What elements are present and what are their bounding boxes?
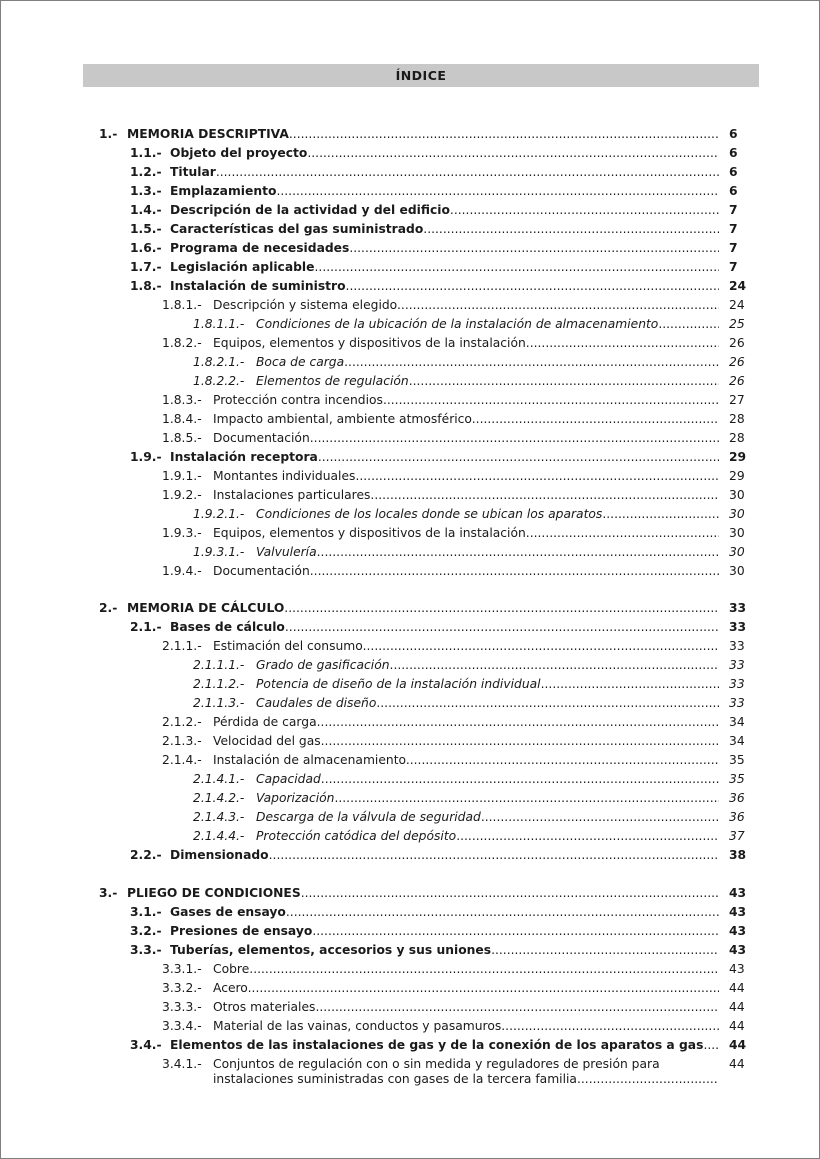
toc-entry[interactable] (1, 163, 819, 182)
toc-entry-title (170, 1036, 719, 1055)
toc-entry-text: Montantes individuales (213, 469, 356, 483)
toc-entry-title (256, 353, 719, 372)
toc-entry-page: 29 (729, 450, 747, 464)
toc-entry[interactable] (1, 524, 819, 543)
toc-entry[interactable] (1, 144, 819, 163)
toc-entry[interactable] (1, 505, 819, 524)
toc-entry[interactable] (1, 429, 819, 448)
toc-entry-text: Condiciones de los locales donde se ubican los aparatos (256, 507, 603, 521)
toc-entry-page: 35 (729, 772, 745, 786)
toc-entry-title (256, 808, 719, 827)
toc-entry-title (170, 163, 719, 182)
toc-entry-page: 44 (729, 1038, 747, 1052)
toc-entry-text: Material de las vainas, conductos y pasamuros (213, 1019, 502, 1033)
toc-entry[interactable] (1, 656, 819, 675)
toc-entry-page: 26 (729, 336, 745, 350)
toc-entry-title (256, 789, 719, 808)
toc-entry-number: 1.9.4.- (162, 564, 202, 578)
toc-entry-page: 30 (729, 545, 745, 559)
toc-entry-text: Bases de cálculo (170, 620, 285, 634)
toc-entry-page: 25 (729, 317, 745, 331)
toc-entry-text: Condiciones de la ubicación de la instalación de almacenamiento (256, 317, 659, 331)
toc-entry-title (213, 467, 719, 486)
toc-entry[interactable] (1, 808, 819, 827)
toc-entry-page: 43 (729, 962, 745, 976)
toc-entry-page: 34 (729, 734, 745, 748)
toc-entry-page: 33 (729, 620, 747, 634)
toc-entry-text: Instalación de suministro (170, 279, 346, 293)
toc-entry-title (170, 182, 719, 201)
toc-entry-page: 44 (729, 981, 745, 995)
toc-entry-page: 7 (729, 222, 738, 236)
toc-entry-number: 3.3.1.- (162, 962, 202, 976)
toc-entry-number: 2.1.4.4.- (193, 829, 245, 843)
toc-entry-title (256, 675, 719, 694)
toc-entry[interactable] (1, 410, 819, 429)
toc-entry-page: 30 (729, 526, 745, 540)
toc-entry-page: 33 (729, 696, 745, 710)
toc-entry-number: 3.3.- (130, 943, 162, 957)
toc-entry-text: Protección catódica del depósito (256, 829, 457, 843)
toc-entry-number: 1.- (99, 127, 118, 141)
toc-entry-title (170, 201, 719, 220)
toc-entry[interactable] (1, 277, 819, 296)
toc-entry-title (256, 543, 719, 562)
toc-entry-number: 1.8.5.- (162, 431, 202, 445)
toc-entry-page: 7 (729, 241, 738, 255)
toc-entry-page: 28 (729, 431, 745, 445)
toc-entry[interactable] (1, 960, 819, 979)
toc-entry-page: 30 (729, 488, 745, 502)
toc-entry-text: Instalación de almacenamiento (213, 753, 406, 767)
toc-entry-page: 29 (729, 469, 745, 483)
table-of-contents (1, 1, 819, 1158)
toc-entry-text: Características del gas suministrado (170, 222, 424, 236)
toc-entry-text-line2: instalaciones suministradas con gases de la tercera familia ..... (213, 1070, 718, 1089)
toc-entry-page: 43 (729, 886, 747, 900)
toc-entry-page: 36 (729, 810, 745, 824)
toc-entry[interactable] (1, 713, 819, 732)
toc-entry-text: Equipos, elementos y dispositivos de la instalación (213, 526, 526, 540)
toc-entry[interactable] (1, 543, 819, 562)
toc-entry[interactable] (1, 732, 819, 751)
toc-entry[interactable] (1, 846, 819, 865)
toc-entry-title (256, 694, 719, 713)
toc-entry-page: 43 (729, 943, 747, 957)
toc-entry-title (213, 732, 719, 751)
toc-entry-page: 6 (729, 184, 738, 198)
toc-entry-text: Presiones de ensayo (170, 924, 313, 938)
toc-entry[interactable] (1, 637, 819, 656)
toc-entry-number: 1.9.- (130, 450, 162, 464)
toc-entry-title (213, 486, 719, 505)
toc-entry-number: 1.8.2.2.- (193, 374, 245, 388)
toc-entry-number: 2.1.1.- (162, 639, 202, 653)
toc-entry-text: Grado de gasificación (256, 658, 390, 672)
toc-entry-number: 1.8.1.1.- (193, 317, 245, 331)
toc-entry[interactable] (1, 1017, 819, 1036)
toc-entry-title (170, 922, 719, 941)
toc-entry-number: 2.1.1.3.- (193, 696, 245, 710)
toc-entry-number: 1.4.- (130, 203, 162, 217)
toc-entry-page: 38 (729, 848, 747, 862)
toc-entry[interactable] (1, 770, 819, 789)
toc-entry-page: 30 (729, 564, 745, 578)
toc-entry[interactable] (1, 125, 819, 144)
toc-entry-text: PLIEGO DE CONDICIONES (127, 886, 301, 900)
toc-entry-page: 44 (729, 1057, 745, 1071)
toc-entry[interactable] (1, 182, 819, 201)
toc-entry-title (170, 144, 719, 163)
toc-entry-text: Objeto del proyecto (170, 146, 308, 160)
toc-entry[interactable] (1, 467, 819, 486)
toc-entry-text: Elementos de las instalaciones de gas y de la conexión de los aparatos a gas (170, 1038, 704, 1052)
toc-entry[interactable] (1, 979, 819, 998)
toc-entry-text: Descripción de la actividad y del edificio (170, 203, 450, 217)
toc-entry-title (170, 277, 719, 296)
toc-entry-number: 2.1.1.2.- (193, 677, 245, 691)
toc-entry-page: 7 (729, 203, 738, 217)
toc-entry-page: 30 (729, 507, 745, 521)
toc-entry-text: MEMORIA DE CÁLCULO (127, 601, 285, 615)
toc-entry-text: Instalaciones particulares (213, 488, 371, 502)
toc-entry-number: 1.2.- (130, 165, 162, 179)
toc-entry-number: 3.3.4.- (162, 1019, 202, 1033)
toc-entry-text: Capacidad (256, 772, 321, 786)
toc-entry-text: Pérdida de carga (213, 715, 317, 729)
toc-entry-text: Documentación (213, 564, 310, 578)
toc-entry[interactable] (1, 258, 819, 277)
toc-entry[interactable] (1, 694, 819, 713)
toc-entry[interactable] (1, 922, 819, 941)
toc-entry-number: 3.4.1.- (162, 1057, 202, 1071)
toc-entry-text: Dimensionado (170, 848, 269, 862)
toc-entry[interactable] (1, 751, 819, 770)
toc-entry-title (213, 998, 719, 1017)
toc-entry-title (256, 372, 719, 391)
toc-entry-title (127, 599, 719, 618)
toc-entry-number: 3.3.2.- (162, 981, 202, 995)
toc-entry-text: Descripción y sistema elegido (213, 298, 397, 312)
toc-entry-title (213, 429, 719, 448)
toc-entry-page: 37 (729, 829, 745, 843)
toc-entry-text: Boca de carga (256, 355, 345, 369)
toc-entry[interactable] (1, 903, 819, 922)
toc-entry-text: Cobre (213, 962, 250, 976)
toc-entry-title (256, 315, 719, 334)
toc-entry[interactable] (1, 789, 819, 808)
toc-entry-text: Velocidad del gas (213, 734, 321, 748)
toc-entry-number: 2.1.4.1.- (193, 772, 245, 786)
toc-entry-number: 1.8.- (130, 279, 162, 293)
toc-entry-title (256, 656, 719, 675)
toc-entry-number: 1.9.1.- (162, 469, 202, 483)
toc-entry-page: 35 (729, 753, 745, 767)
toc-entry-title (213, 391, 719, 410)
toc-entry-text: Descarga de la válvula de seguridad (256, 810, 481, 824)
toc-entry-title (213, 334, 719, 353)
toc-entry-number: 1.8.4.- (162, 412, 202, 426)
toc-entry-text: Caudales de diseño (256, 696, 377, 710)
toc-entry-number: 1.9.2.1.- (193, 507, 245, 521)
toc-entry-page: 26 (729, 355, 745, 369)
toc-entry-title (213, 524, 719, 543)
toc-entry-page: 33 (729, 639, 745, 653)
toc-entry-text: Estimación del consumo (213, 639, 363, 653)
toc-entry[interactable] (1, 618, 819, 637)
toc-entry-number: 1.6.- (130, 241, 162, 255)
toc-entry-text: Acero (213, 981, 248, 995)
toc-entry[interactable] (1, 201, 819, 220)
toc-entry[interactable] (1, 998, 819, 1017)
toc-entry-number: 1.9.3.- (162, 526, 202, 540)
toc-entry-title (170, 448, 719, 467)
toc-entry-text: Vaporización (256, 791, 335, 805)
toc-entry[interactable] (1, 391, 819, 410)
toc-entry-text: Impacto ambiental, ambiente atmosférico (213, 412, 472, 426)
toc-entry-page: 43 (729, 924, 747, 938)
toc-entry-title (213, 979, 719, 998)
toc-entry-title (170, 903, 719, 922)
toc-entry-text: Emplazamiento (170, 184, 277, 198)
toc-entry-title (213, 713, 719, 732)
toc-entry-number: 3.1.- (130, 905, 162, 919)
toc-entry-title (170, 220, 719, 239)
toc-entry-number: 1.8.1.- (162, 298, 202, 312)
toc-entry-number: 1.1.- (130, 146, 162, 160)
toc-entry-number: 1.8.3.- (162, 393, 202, 407)
index-title: ÍNDICE (83, 64, 759, 87)
toc-entry-text: Elementos de regulación (256, 374, 409, 388)
toc-entry-number: 2.1.2.- (162, 715, 202, 729)
toc-entry-text: Instalación receptora (170, 450, 318, 464)
toc-entry-page: 24 (729, 298, 745, 312)
toc-entry-text: Tuberías, elementos, accesorios y sus uniones (170, 943, 492, 957)
toc-entry-number: 1.9.2.- (162, 488, 202, 502)
toc-entry-number: 1.7.- (130, 260, 162, 274)
toc-entry-number: 1.8.2.- (162, 336, 202, 350)
toc-entry-number: 2.1.- (130, 620, 162, 634)
toc-entry-page: 6 (729, 146, 738, 160)
toc-entry-number: 3.2.- (130, 924, 162, 938)
toc-entry-number: 3.- (99, 886, 118, 900)
toc-entry-number: 1.8.2.1.- (193, 355, 245, 369)
toc-entry-number: 2.1.3.- (162, 734, 202, 748)
toc-entry-title (170, 618, 719, 637)
toc-entry-number: 2.1.4.3.- (193, 810, 245, 824)
toc-entry-page: 33 (729, 658, 745, 672)
toc-entry-text: Otros materiales (213, 1000, 316, 1014)
toc-entry-title (256, 505, 719, 524)
toc-entry-page: 43 (729, 905, 747, 919)
toc-entry-number: 1.9.3.1.- (193, 545, 245, 559)
toc-entry-title (213, 637, 719, 656)
toc-entry[interactable] (1, 941, 819, 960)
toc-entry-text: Titular (170, 165, 216, 179)
toc-entry[interactable] (1, 827, 819, 846)
toc-entry[interactable] (1, 448, 819, 467)
toc-entry-page: 33 (729, 677, 745, 691)
toc-entry[interactable] (1, 372, 819, 391)
toc-entry-title (127, 125, 719, 144)
toc-entry-title (213, 410, 719, 429)
toc-entry-text-line1: Conjuntos de regulación con o sin medida y reguladores de presión para (213, 1057, 660, 1071)
toc-entry-title (127, 884, 719, 903)
toc-entry-text: Potencia de diseño de la instalación individual (256, 677, 541, 691)
toc-entry-title (170, 239, 719, 258)
toc-entry-title (213, 562, 719, 581)
toc-entry-page: 27 (729, 393, 745, 407)
toc-entry-number: 2.2.- (130, 848, 162, 862)
toc-entry-number: 2.1.4.2.- (193, 791, 245, 805)
toc-entry-title (213, 751, 719, 770)
toc-entry-page: 33 (729, 601, 747, 615)
toc-entry-number: 3.4.- (130, 1038, 162, 1052)
toc-entry-page: 28 (729, 412, 745, 426)
toc-entry-page: 36 (729, 791, 745, 805)
toc-entry-text: Protección contra incendios (213, 393, 383, 407)
toc-entry-number: 3.3.3.- (162, 1000, 202, 1014)
toc-entry-text: Documentación (213, 431, 310, 445)
toc-entry[interactable] (1, 1036, 819, 1055)
toc-entry-title (213, 296, 719, 315)
toc-entry[interactable] (1, 353, 819, 372)
toc-entry[interactable] (1, 296, 819, 315)
toc-entry-text: Equipos, elementos y dispositivos de la instalación (213, 336, 526, 350)
toc-entry[interactable] (1, 315, 819, 334)
toc-entry-title (213, 960, 719, 979)
toc-entry-text: Gases de ensayo (170, 905, 286, 919)
toc-entry-title (256, 827, 719, 846)
toc-entry[interactable] (1, 599, 819, 618)
toc-entry[interactable] (1, 334, 819, 353)
toc-entry-page: 34 (729, 715, 745, 729)
toc-entry-title (256, 770, 719, 789)
toc-entry-page: 24 (729, 279, 747, 293)
toc-entry-number: 2.- (99, 601, 118, 615)
toc-entry-page: 44 (729, 1000, 745, 1014)
toc-entry-title (213, 1017, 719, 1036)
toc-entry-text: MEMORIA DESCRIPTIVA (127, 127, 289, 141)
toc-entry-page: 44 (729, 1019, 745, 1033)
toc-entry-page: 6 (729, 165, 738, 179)
toc-entry-text: Programa de necesidades (170, 241, 350, 255)
toc-entry[interactable] (1, 239, 819, 258)
toc-entry-number: 1.3.- (130, 184, 162, 198)
toc-entry-page: 6 (729, 127, 738, 141)
toc-entry-number: 2.1.1.1.- (193, 658, 245, 672)
toc-entry-text: Legislación aplicable (170, 260, 315, 274)
toc-entry-number: 2.1.4.- (162, 753, 202, 767)
toc-entry[interactable] (1, 884, 819, 903)
toc-entry[interactable] (1, 220, 819, 239)
toc-entry-title (170, 846, 719, 865)
toc-entry-3-4-1[interactable] (1, 1055, 819, 1089)
toc-entry[interactable] (1, 562, 819, 581)
toc-entry-page: 7 (729, 260, 738, 274)
toc-entry-title (170, 258, 719, 277)
toc-entry-page: 26 (729, 374, 745, 388)
toc-entry-text: Valvulería (256, 545, 317, 559)
toc-entry-number: 1.5.- (130, 222, 162, 236)
toc-entry[interactable] (1, 675, 819, 694)
toc-entry[interactable] (1, 486, 819, 505)
toc-entry-title (170, 941, 719, 960)
